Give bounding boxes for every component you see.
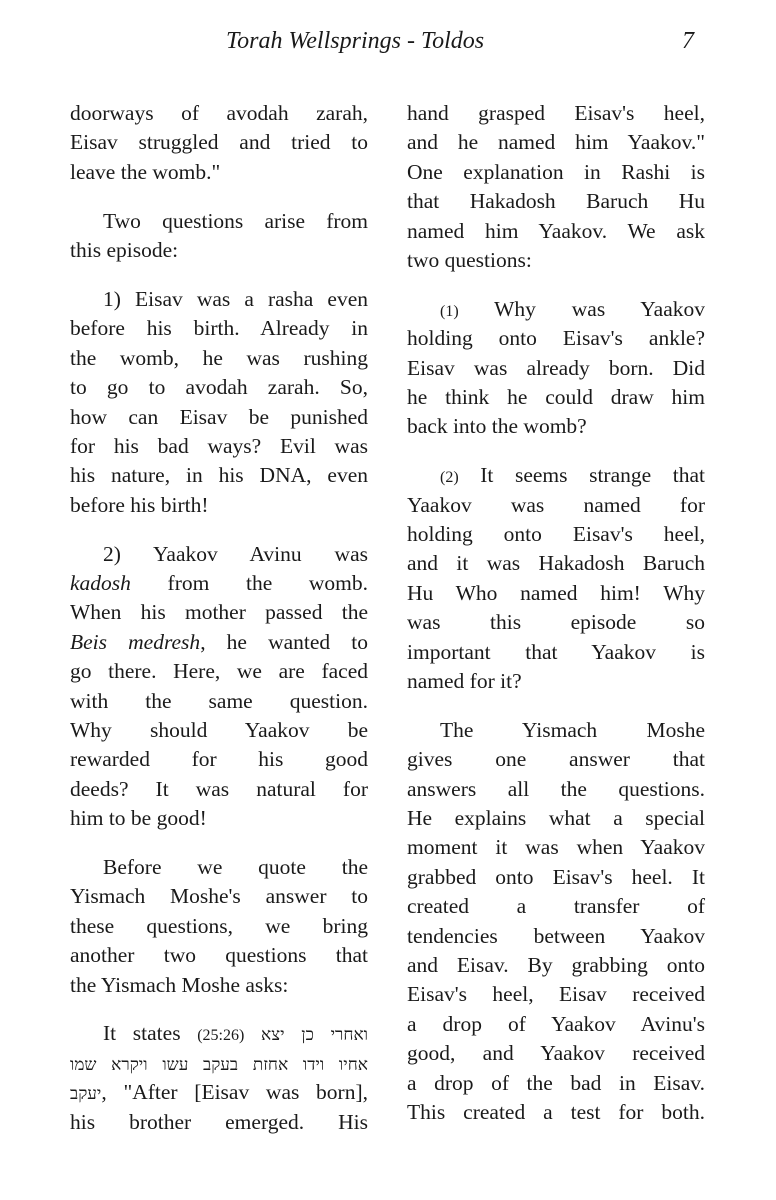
- text-line: before his birth. Already in: [70, 316, 368, 341]
- text-line: named him Yaakov. We ask: [407, 218, 705, 243]
- page-number: 7: [682, 28, 694, 54]
- text-segment: , he wanted to: [200, 629, 368, 654]
- text-line: for his bad ways? Evil was: [70, 433, 368, 458]
- text-line: before his birth!: [70, 492, 209, 517]
- text-line: [407, 461, 705, 490]
- hebrew-text: יעקב: [70, 1084, 102, 1105]
- text-line: this episode:: [70, 238, 179, 263]
- text-line: gives one answer that: [407, 747, 705, 772]
- text-line: The Yismach Moshe: [440, 717, 705, 742]
- text-line: Eisav struggled and tried to: [70, 130, 368, 155]
- text-line: This created a test for both.: [407, 1100, 705, 1124]
- text-line: Yismach Moshe's answer to: [70, 884, 368, 909]
- text-segment: , "After [Eisav was born],: [101, 1080, 368, 1105]
- citation: (2): [440, 469, 459, 487]
- paragraph: [70, 207, 368, 266]
- text-line: Before we quote the: [103, 854, 368, 879]
- text-line: good, and Yaakov received: [407, 1041, 705, 1066]
- text-line: created a transfer of: [407, 894, 705, 919]
- paragraph: [70, 1019, 368, 1137]
- text-line: back into the womb?: [407, 414, 587, 439]
- text-line: holding onto Eisav's ankle?: [407, 326, 705, 351]
- text-line: moment it was when Yaakov: [407, 835, 705, 860]
- text-line: Eisav was already born. Did: [407, 355, 705, 380]
- text-segment: It states: [103, 1021, 198, 1046]
- text-line: him to be good!: [70, 806, 207, 831]
- left-column: [70, 99, 368, 1157]
- paragraph: [407, 295, 705, 442]
- text-line: and he named him Yaakov.": [407, 130, 705, 155]
- text-line: When his mother passed the: [70, 600, 368, 625]
- running-header: [0, 28, 776, 62]
- text-line: Hu Who named him! Why: [407, 580, 705, 605]
- text-line: Why should Yaakov be: [70, 717, 368, 742]
- paragraph: [70, 853, 368, 1000]
- text-line: and Eisav. By grabbing onto: [407, 953, 705, 978]
- text-line: these questions, we bring: [70, 913, 368, 938]
- hebrew-text: אחיו וידו אחזת בעקב עשו ויקרא שמו: [70, 1054, 368, 1075]
- text-line: the womb, he was rushing: [70, 345, 368, 370]
- paragraph: [407, 716, 705, 1127]
- text-line: 2) Yaakov Avinu was: [103, 541, 368, 566]
- text-line: [70, 569, 368, 598]
- text-segment: It seems strange that: [458, 463, 705, 488]
- paragraph: [70, 540, 368, 834]
- italic-term: kadosh: [70, 570, 131, 595]
- text-line: [70, 1019, 368, 1048]
- text-line: another two questions that: [70, 943, 368, 968]
- text-line: [70, 1078, 368, 1107]
- text-line: a drop of Yaakov Avinu's: [407, 1011, 705, 1036]
- paragraph: [407, 99, 705, 275]
- text-line: rewarded for his good: [70, 747, 368, 772]
- text-line: leave the womb.": [70, 159, 221, 184]
- book-title: Torah Wellsprings - Toldos: [226, 28, 485, 54]
- text-line: answers all the questions.: [407, 776, 705, 801]
- text-line: that Hakadosh Baruch Hu: [407, 189, 705, 214]
- text-line: hand grasped Eisav's heel,: [407, 101, 705, 125]
- text-line: deeds? It was natural for: [70, 776, 368, 801]
- text-line: [70, 1049, 368, 1078]
- citation: (1): [440, 302, 459, 320]
- text-line: He explains what a special: [407, 806, 705, 831]
- text-line: [70, 628, 368, 657]
- text-line: Two questions arise from: [103, 208, 368, 233]
- text-line: named for it?: [407, 669, 522, 694]
- text-line: important that Yaakov is: [407, 639, 705, 664]
- text-line: the Yismach Moshe asks:: [70, 972, 289, 997]
- text-line: 1) Eisav was a rasha even: [103, 286, 368, 311]
- text-line: how can Eisav be punished: [70, 404, 368, 429]
- text-line: holding onto Eisav's heel,: [407, 522, 705, 547]
- paragraph: [407, 461, 705, 696]
- text-line: Eisav's heel, Eisav received: [407, 982, 705, 1007]
- paragraph: [70, 285, 368, 520]
- hebrew-text: ואחרי כן יצא: [261, 1025, 369, 1046]
- text-line: tendencies between Yaakov: [407, 923, 705, 948]
- text-line: [407, 295, 705, 324]
- text-line: with the same question.: [70, 688, 368, 713]
- text-line: a drop of the bad in Eisav.: [407, 1070, 705, 1095]
- paragraph: [70, 99, 368, 187]
- text-line: One explanation in Rashi is: [407, 159, 705, 184]
- citation: (25:26): [197, 1027, 245, 1045]
- text-line: Yaakov was named for: [407, 492, 705, 517]
- text-line: and it was Hakadosh Baruch: [407, 551, 705, 576]
- text-segment: [244, 1021, 261, 1045]
- text-line: go there. Here, we are faced: [70, 659, 368, 684]
- text-line: grabbed onto Eisav's heel. It: [407, 864, 705, 889]
- italic-term: Beis medresh: [70, 629, 201, 654]
- text-line: was this episode so: [407, 610, 705, 635]
- right-column: [407, 99, 705, 1147]
- text-segment: from the womb.: [130, 570, 368, 595]
- text-line: two questions:: [407, 247, 532, 272]
- text-line: doorways of avodah zarah,: [70, 101, 368, 125]
- text-line: he think he could draw him: [407, 385, 705, 410]
- text-line: to go to avodah zarah. So,: [70, 375, 368, 400]
- text-segment: Why was Yaakov: [458, 296, 705, 321]
- text-line: his nature, in his DNA, even: [70, 463, 368, 488]
- text-line: his brother emerged. His: [70, 1109, 368, 1134]
